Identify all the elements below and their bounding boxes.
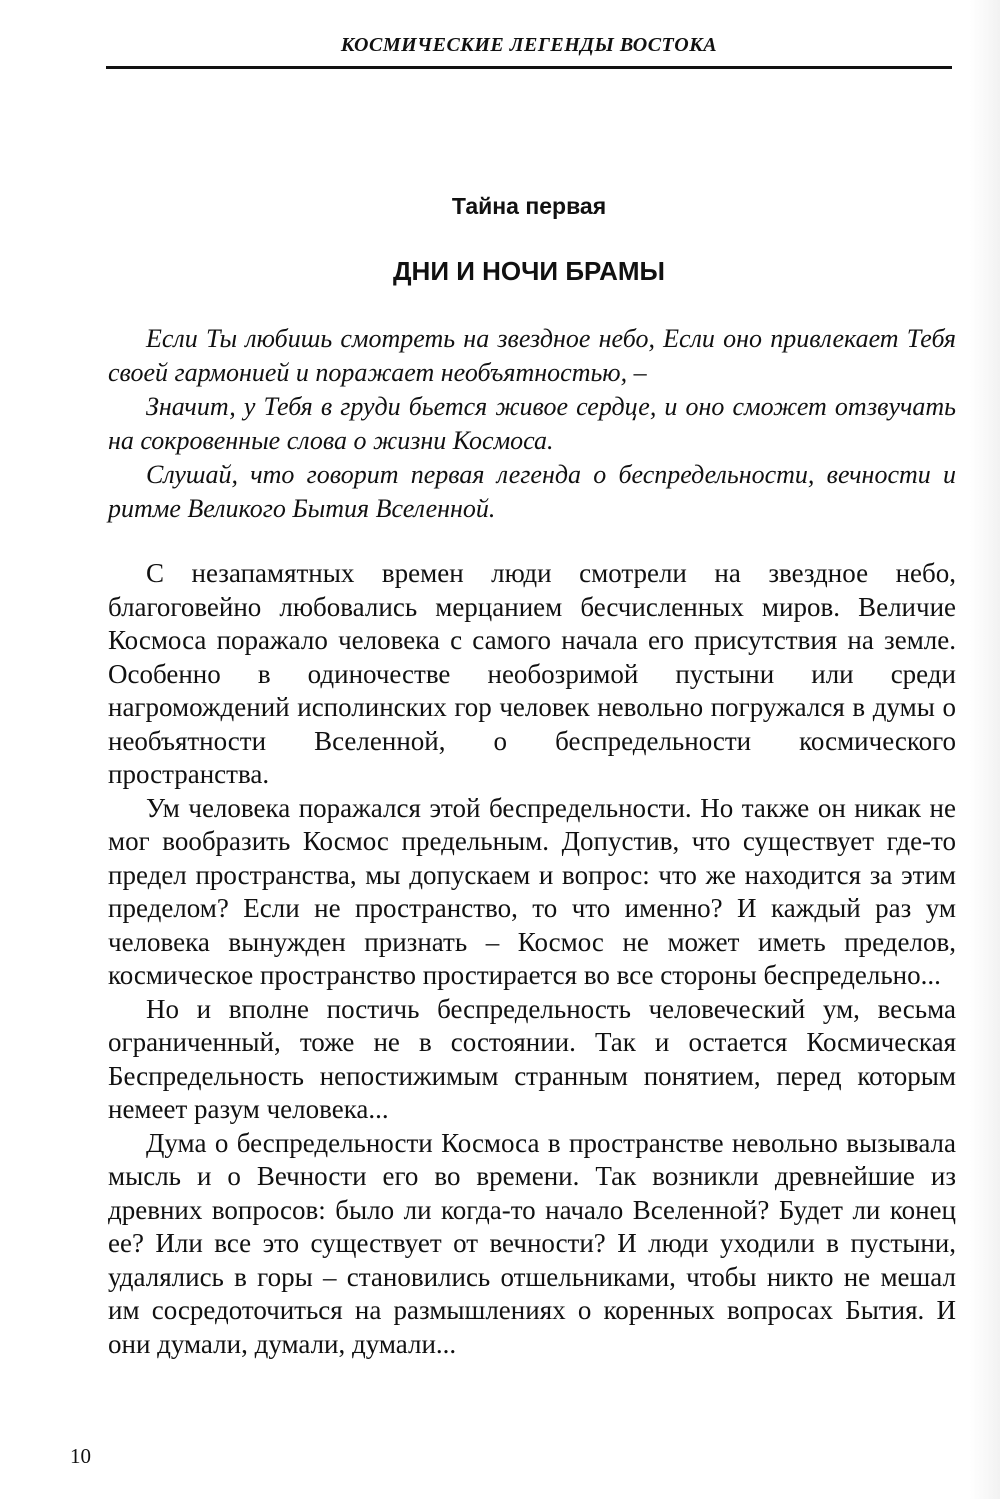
- header-rule: [106, 66, 952, 69]
- running-head: КОСМИЧЕСКИЕ ЛЕГЕНДЫ ВОСТОКА: [340, 34, 718, 56]
- epigraph: [108, 322, 956, 526]
- chapter-title: ДНИ И НОЧИ БРАМЫ: [393, 256, 665, 286]
- body-paragraph: Но и вполне постичь беспредельность человеческий ум, весьма ограниченный, тоже не в состоянии. Так и остается Космическая Беспредельность непостижимым странным понятием, перед которым немеет разум человека...: [108, 993, 956, 1124]
- page-edge-shadow: [970, 0, 1000, 1499]
- epigraph-paragraph: Значит, у Тебя в груди бьется живое сердце, и оно сможет отзвучать на сокровенные слова о жизни Космоса.: [108, 392, 956, 455]
- epigraph-paragraph: Слушай, что говорит первая легенда о беспредельности, вечности и ритме Великого Бытия Вселенной.: [108, 460, 956, 523]
- body-paragraph: Ум человека поражался этой беспредельности. Но также он никак не мог вообразить Космос предельным. Допустив, что существует где-то предел пространства, мы допускаем и вопрос: что же находится за этим пределом? Если не пространство, то что именно? И каждый раз ум человека вынужден признать – Космос не может иметь пределов, космическое пространство простирается во все стороны беспредельно...: [108, 792, 956, 990]
- chapter-label: Тайна первая: [451, 193, 607, 219]
- body-paragraph: Дума о беспредельности Космоса в пространстве невольно вызывала мысль и о Вечности его во времени. Так возникли древнейшие из древних вопросов: было ли когда-то начало Вселенной? Будет ли конец ее? Или все это существует от вечности? И люди уходили в пустыни, удалялись в горы – становились отшельниками, чтобы никто не мешал им сосредоточиться на размышлениях о коренных вопросах Бытия. И они думали, думали, думали...: [108, 1127, 956, 1359]
- body-paragraph: С незапамятных времен люди смотрели на звездное небо, благоговейно любовались мерцанием бесчисленных миров. Величие Космоса поражало человека с самого начала его присутствия на земле. Особенно в одиночестве необозримой пустыни или среди нагромождений исполинских гор человек невольно погружался в думы о необъятности Вселенной, о беспредельности космического пространства.: [108, 558, 956, 789]
- body-text: [108, 557, 956, 1361]
- page-number: 10: [70, 1444, 91, 1468]
- epigraph-paragraph: Если Ты любишь смотреть на звездное небо, Если оно привлекает Тебя своей гармонией и поражает необъятностью, –: [108, 324, 956, 387]
